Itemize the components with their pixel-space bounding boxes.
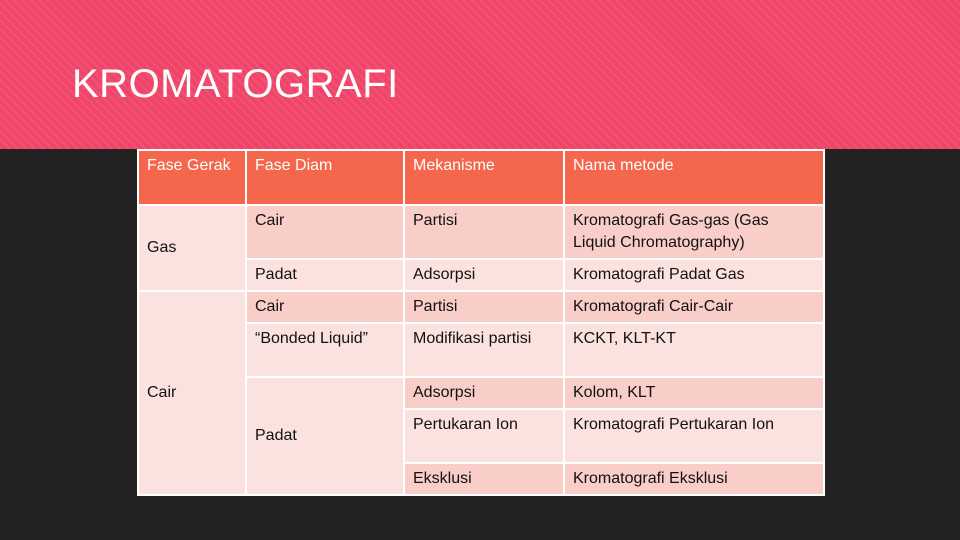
cell-fase-diam: “Bonded Liquid” <box>246 323 404 377</box>
table-row <box>138 291 824 323</box>
cell-mekanisme: Modifikasi partisi <box>404 323 564 377</box>
cell-nama-metode: Kromatografi Pertukaran Ion <box>564 409 824 463</box>
table-row <box>138 205 824 259</box>
table-header-row <box>138 150 824 205</box>
cell-nama-metode: KCKT, KLT-KT <box>564 323 824 377</box>
cell-mekanisme: Partisi <box>404 205 564 259</box>
cell-fase-gerak-gas: Gas <box>138 205 246 291</box>
cell-mekanisme: Pertukaran Ion <box>404 409 564 463</box>
header-fase-diam: Fase Diam <box>246 150 404 205</box>
cell-mekanisme: Eksklusi <box>404 463 564 495</box>
cell-mekanisme: Adsorpsi <box>404 377 564 409</box>
cell-fase-diam: Cair <box>246 205 404 259</box>
cell-nama-metode: Kromatografi Padat Gas <box>564 259 824 291</box>
cell-fase-diam: Cair <box>246 291 404 323</box>
cell-mekanisme: Partisi <box>404 291 564 323</box>
cell-fase-diam-padat: Padat <box>246 377 404 495</box>
chromatography-table <box>137 149 825 496</box>
cell-nama-metode: Kromatografi Gas-gas (Gas Liquid Chromatography) <box>564 205 824 259</box>
cell-fase-diam: Padat <box>246 259 404 291</box>
cell-mekanisme: Adsorpsi <box>404 259 564 291</box>
cell-fase-gerak-cair: Cair <box>138 291 246 495</box>
header-fase-gerak: Fase Gerak <box>138 150 246 205</box>
header-nama-metode: Nama metode <box>564 150 824 205</box>
cell-nama-metode: Kromatografi Eksklusi <box>564 463 824 495</box>
title-band <box>0 0 960 149</box>
header-mekanisme: Mekanisme <box>404 150 564 205</box>
slide-title: KROMATOGRAFI <box>72 62 399 106</box>
cell-nama-metode: Kromatografi Cair-Cair <box>564 291 824 323</box>
cell-nama-metode: Kolom, KLT <box>564 377 824 409</box>
